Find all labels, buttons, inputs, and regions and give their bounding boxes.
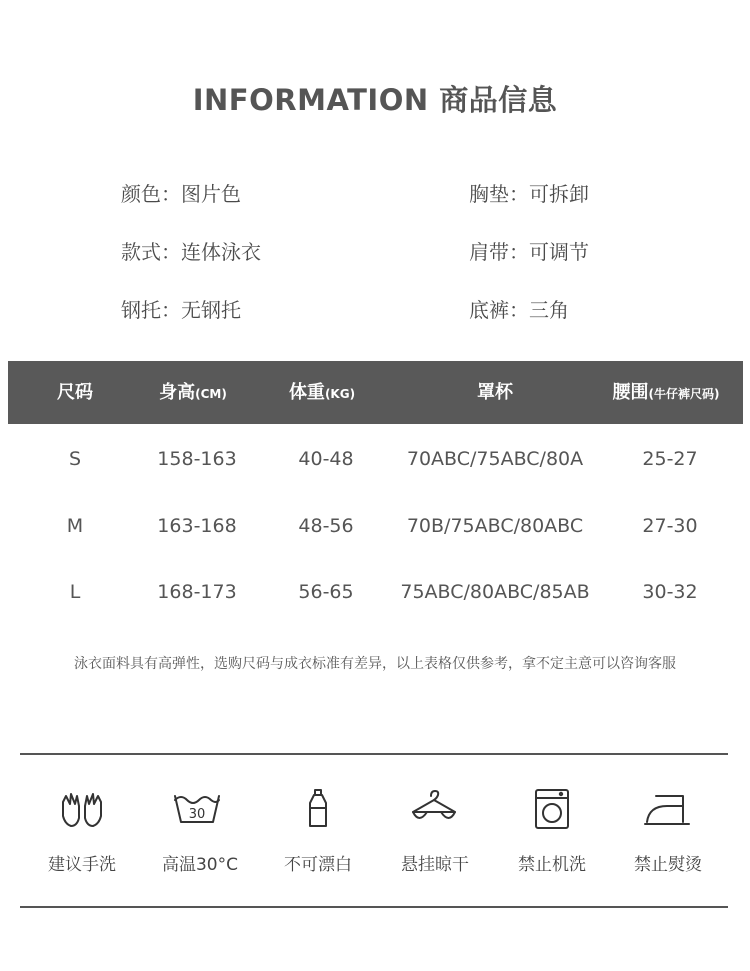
cell-waist: 25-27: [642, 448, 698, 470]
divider-top: [20, 753, 728, 755]
cell-size: L: [69, 581, 81, 603]
info-value: 三角: [529, 298, 569, 322]
wash-30-icon: [172, 788, 222, 830]
cell-weight: 56-65: [298, 581, 354, 603]
cell-waist: 27-30: [642, 515, 698, 537]
svg-text:30: 30: [188, 807, 206, 822]
care-label: 不可漂白: [284, 855, 352, 875]
info-color: [121, 178, 241, 207]
cell-size: M: [66, 515, 84, 537]
cell-height: 158-163: [157, 448, 237, 470]
header-weight: 体重(KG): [288, 382, 356, 403]
care-label: 禁止熨烫: [634, 855, 702, 875]
cell-weight: 40-48: [298, 448, 354, 470]
size-note: 泳衣面料具有高弹性，选购尺码与成衣标准有差异，以上表格仅供参考，拿不定主意可以咨询客服: [74, 656, 676, 672]
info-label: 肩带：: [469, 240, 529, 264]
header-waist: 腰围(牛仔裤尺码): [612, 382, 720, 403]
info-label: 底裤：: [469, 298, 529, 322]
page-title: INFORMATION 商品信息: [192, 83, 558, 117]
iron-icon: [643, 788, 693, 830]
info-value: 可拆卸: [529, 182, 589, 206]
header-height: 身高(CM): [159, 382, 227, 403]
care-label: 悬挂晾干: [401, 855, 469, 875]
cell-size: S: [68, 448, 82, 470]
cell-cup: 70B/75ABC/80ABC: [406, 515, 584, 537]
info-value: 连体泳衣: [181, 240, 261, 264]
divider-bottom: [20, 906, 728, 908]
header-cup: 罩杯: [477, 382, 513, 403]
hanger-dry-icon: [409, 788, 459, 830]
info-strap: [469, 236, 589, 265]
hand-wash-icon: [57, 788, 107, 830]
care-label: 建议手洗: [48, 855, 116, 875]
care-label: 禁止机洗: [518, 855, 586, 875]
info-value: 可调节: [529, 240, 589, 264]
cell-cup: 70ABC/75ABC/80A: [406, 448, 584, 470]
info-value: 图片色: [181, 182, 241, 206]
info-label: 胸垫：: [469, 182, 529, 206]
info-label: 款式：: [121, 240, 181, 264]
size-table-header: [8, 361, 743, 424]
cell-height: 168-173: [157, 581, 237, 603]
info-pad: [469, 178, 589, 207]
care-label: 高温30°C: [161, 855, 239, 875]
info-underwire: [121, 294, 241, 323]
cell-cup: 75ABC/80ABC/85AB: [400, 581, 590, 603]
washing-machine-icon: [527, 788, 577, 830]
info-bottom: [469, 294, 569, 323]
cell-waist: 30-32: [642, 581, 698, 603]
cell-height: 163-168: [157, 515, 237, 537]
info-style: [121, 236, 261, 265]
header-size: 尺码: [57, 382, 93, 403]
bleach-bottle-icon: [293, 788, 343, 830]
cell-weight: 48-56: [298, 515, 354, 537]
info-label: 钢托：: [121, 298, 181, 322]
info-label: 颜色：: [121, 182, 181, 206]
info-value: 无钢托: [181, 298, 241, 322]
